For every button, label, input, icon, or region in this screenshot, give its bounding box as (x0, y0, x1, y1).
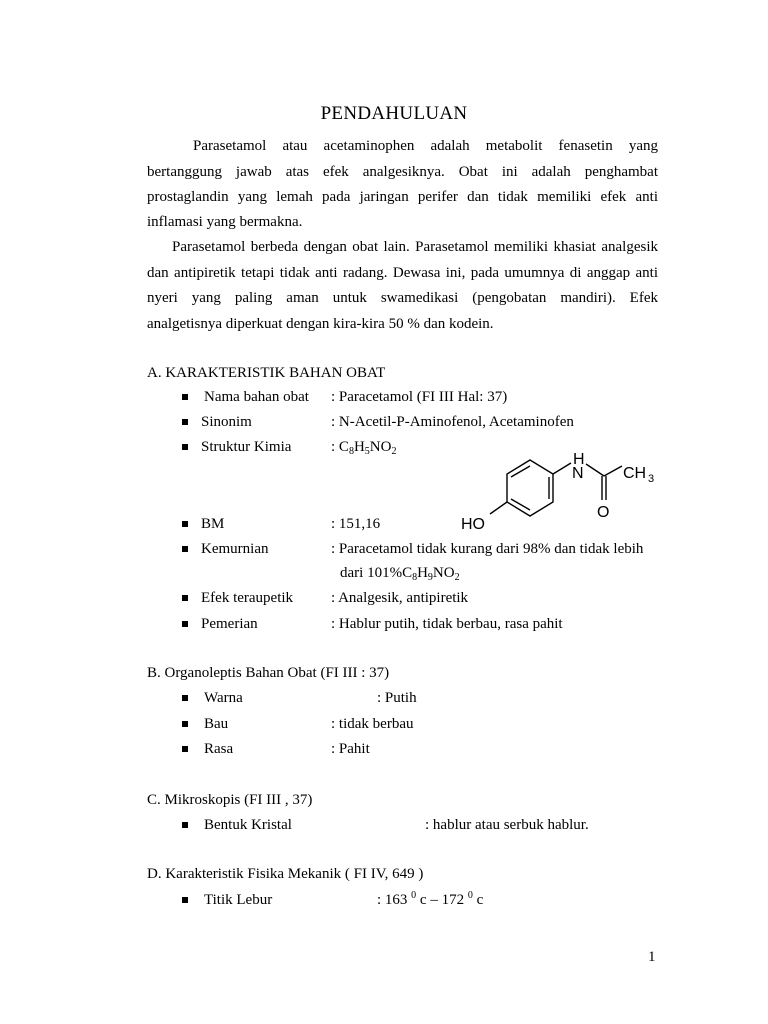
item-value-bentuk-kristal: : hablur atau serbuk hablur. (425, 817, 589, 833)
item-label-sinonim: Sinonim (201, 414, 252, 430)
bullet-icon (182, 394, 188, 400)
item-label-warna: Warna (204, 690, 243, 706)
item-value-kemurnian-cont: dari $101\%C_8H_9NO_2$ (340, 565, 460, 583)
benzene-ring (507, 460, 553, 516)
item-label-bau: Bau (204, 716, 229, 732)
bullet-icon (182, 444, 188, 450)
item-value-pemerian: : Hablur putih, tidak berbau, rasa pahit (331, 616, 563, 632)
structure-label-o: O (597, 504, 610, 521)
bullet-icon (182, 822, 188, 828)
page-title: PENDAHULUAN (320, 103, 468, 124)
structure-label-h: H (573, 451, 585, 468)
bullet-icon (182, 695, 188, 701)
item-value-rasa: : Pahit (331, 741, 370, 757)
item-value-bm: : 151,16 (331, 516, 381, 532)
item-label-efek: Efek teraupetik (201, 590, 294, 606)
intro-p1-line-1: Parasetamol atau acetaminophen adalah metabolit fenasetin yang (193, 138, 658, 154)
intro-p2-line-1: Parasetamol berbeda dengan obat lain. Parasetamol memiliki khasiat analgesik (172, 239, 658, 255)
item-label-pemerian: Pemerian (201, 616, 258, 632)
bullet-icon (182, 897, 188, 903)
bullet-icon (182, 546, 188, 552)
section-d-heading: D. Karakteristik Fisika Mekanik ( FI IV, 649 ) (147, 866, 424, 882)
structure-label-ch-sub: 3 (648, 473, 655, 485)
intro-p2-line-4: analgetisnya diperkuat dengan kira-kira 50 % dan kodein. (147, 316, 494, 332)
item-label-nama: Nama bahan obat (204, 389, 309, 405)
item-value-warna: : Putih (377, 690, 417, 706)
structure-label-ho: HO (461, 516, 485, 533)
intro-p2-line-2: dan antipiretik tetapi tidak anti radang. Dewasa ini, pada umumnya di anggap anti (147, 265, 658, 281)
item-label-titik-lebur: Titik Lebur (204, 892, 273, 908)
structure-label-ch: CH (623, 465, 647, 482)
bullet-icon (182, 721, 188, 727)
structure-label-n: N (572, 465, 584, 482)
intro-p2-line-3: nyeri yang paling aman untuk swamedikasi (pengobatan mandiri). Efek (147, 290, 658, 306)
item-label-bentuk-kristal: Bentuk Kristal (204, 817, 292, 833)
paracetamol-structure-diagram (455, 440, 685, 540)
section-c-heading: C. Mikroskopis (FI III , 37) (147, 792, 313, 808)
item-value-struktur-formula: : $C_8H_5NO_2$ (331, 439, 397, 457)
item-value-efek: : Analgesik, antipiretik (331, 590, 469, 606)
item-value-kemurnian: : Paracetamol tidak kurang dari 98% dan tidak lebih (331, 541, 644, 557)
bullet-icon (182, 746, 188, 752)
bullet-icon (182, 521, 188, 527)
section-b-heading: B. Organoleptis Bahan Obat (FI III : 37) (147, 665, 390, 681)
item-label-struktur: Struktur Kimia (201, 439, 292, 455)
intro-p1-line-2: bertanggung jawab atas efek analgesiknya. Obat ini adalah penghambat (147, 164, 658, 180)
item-value-nama: : Paracetamol (FI III Hal: 37) (331, 389, 508, 405)
page-number: 1 (648, 949, 656, 965)
bullet-icon (182, 595, 188, 601)
bullet-icon (182, 419, 188, 425)
item-value-titik-lebur: : 163 $^0$ c – 172 $^0$ c (377, 890, 484, 908)
intro-p1-line-4: inflamasi yang bermakna. (147, 214, 303, 230)
item-label-rasa: Rasa (204, 741, 234, 757)
item-value-bau: : tidak berbau (331, 716, 414, 732)
bullet-icon (182, 621, 188, 627)
section-a-heading: A. KARAKTERISTIK BAHAN OBAT (147, 365, 386, 381)
item-value-sinonim: : N-Acetil-P-Aminofenol, Acetaminofen (331, 414, 574, 430)
item-label-kemurnian: Kemurnian (201, 541, 269, 557)
item-label-bm: BM (201, 516, 225, 532)
intro-p1-line-3: prostaglandin yang lemah pada jaringan perifer dan tidak memiliki efek anti (147, 189, 658, 205)
